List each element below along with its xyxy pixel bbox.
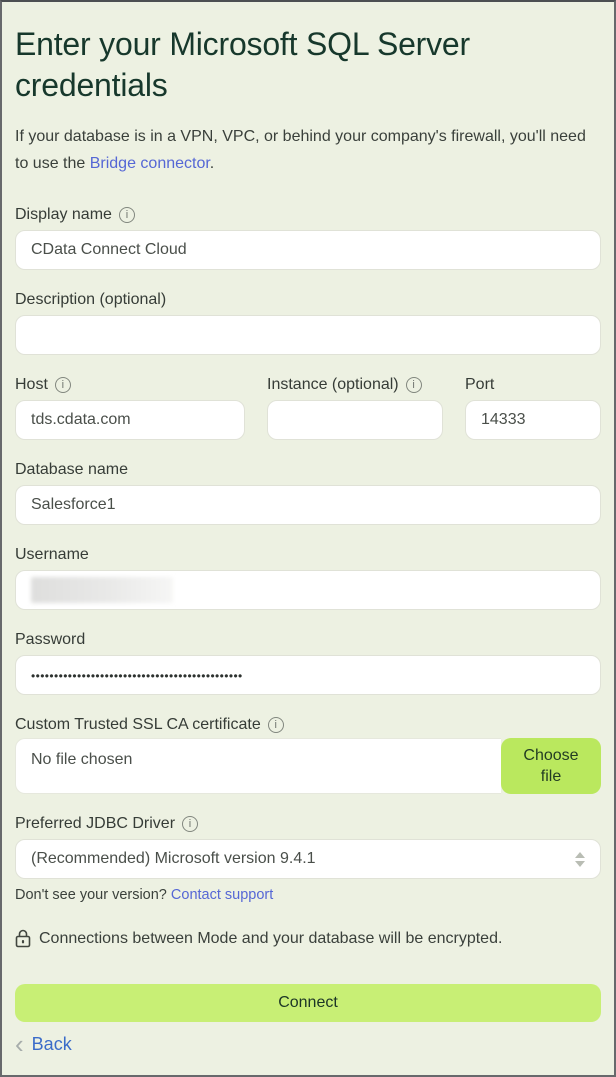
password-group xyxy=(15,630,601,695)
file-status-box xyxy=(15,738,501,794)
jdbc-driver-select[interactable] xyxy=(15,839,601,879)
instance-input[interactable] xyxy=(267,400,443,440)
jdbc-driver-selected-option: (Recommended) Microsoft version 9.4.1 xyxy=(31,850,316,867)
ssl-certificate-label: Custom Trusted SSL CA certificate xyxy=(15,716,261,733)
back-row xyxy=(15,1029,601,1059)
port-cell xyxy=(465,375,601,440)
choose-file-button[interactable]: Choose file xyxy=(501,738,601,794)
username-label: Username xyxy=(15,546,89,563)
host-label: Host xyxy=(15,376,48,393)
description-input[interactable] xyxy=(15,315,601,355)
username-group xyxy=(15,545,601,610)
host-cell xyxy=(15,375,245,440)
contact-support-link[interactable]: Contact support xyxy=(170,887,274,903)
description-label: Description (optional) xyxy=(15,291,167,308)
port-input[interactable] xyxy=(465,400,601,440)
jdbc-driver-label: Preferred JDBC Driver xyxy=(15,815,176,832)
redacted-username-value xyxy=(31,577,173,603)
description-group xyxy=(15,290,601,355)
info-icon[interactable]: i xyxy=(55,377,71,393)
database-name-label: Database name xyxy=(15,461,128,478)
intro-suffix: . xyxy=(209,155,215,172)
host-input[interactable] xyxy=(15,400,245,440)
display-name-label: Display name xyxy=(15,206,112,223)
database-name-input[interactable] xyxy=(15,485,601,525)
back-link[interactable]: Back xyxy=(31,1033,72,1054)
connect-button[interactable]: Connect xyxy=(15,984,601,1022)
instance-label: Instance (optional) xyxy=(267,376,399,393)
masked-password-value: •••••••••••••••••••••••••••••••••••••••••••••• xyxy=(31,669,243,683)
password-input[interactable] xyxy=(15,655,601,695)
intro-prefix: If your database is in a VPN, VPC, or behind your company's firewall, you'll need to use the xyxy=(15,128,586,172)
encryption-note-row xyxy=(15,929,601,948)
database-name-group xyxy=(15,460,601,525)
info-icon[interactable]: i xyxy=(268,717,284,733)
info-icon[interactable]: i xyxy=(406,377,422,393)
ssl-certificate-group xyxy=(15,715,601,794)
display-name-input[interactable] xyxy=(15,230,601,270)
select-arrows-icon xyxy=(575,852,585,867)
jdbc-driver-group xyxy=(15,814,601,903)
host-row xyxy=(15,375,601,440)
file-status-text: No file chosen xyxy=(31,751,133,768)
page-title: Enter your Microsoft SQL Server credentials xyxy=(15,26,470,103)
display-name-group xyxy=(15,205,601,270)
info-icon[interactable]: i xyxy=(119,207,135,223)
port-label: Port xyxy=(465,376,495,393)
info-icon[interactable]: i xyxy=(182,816,198,832)
encryption-note-text: Connections between Mode and your database will be encrypted. xyxy=(39,929,503,947)
password-label: Password xyxy=(15,631,86,648)
jdbc-help-line xyxy=(15,887,601,903)
instance-cell xyxy=(267,375,443,440)
chevron-left-icon: ‹ xyxy=(15,1029,24,1059)
intro-text xyxy=(15,123,601,177)
bridge-connector-link[interactable]: Bridge connector xyxy=(89,155,210,172)
lock-icon xyxy=(15,929,31,948)
jdbc-help-text: Don't see your version? xyxy=(15,887,171,903)
username-input[interactable] xyxy=(15,570,601,610)
file-upload-row xyxy=(15,738,601,794)
